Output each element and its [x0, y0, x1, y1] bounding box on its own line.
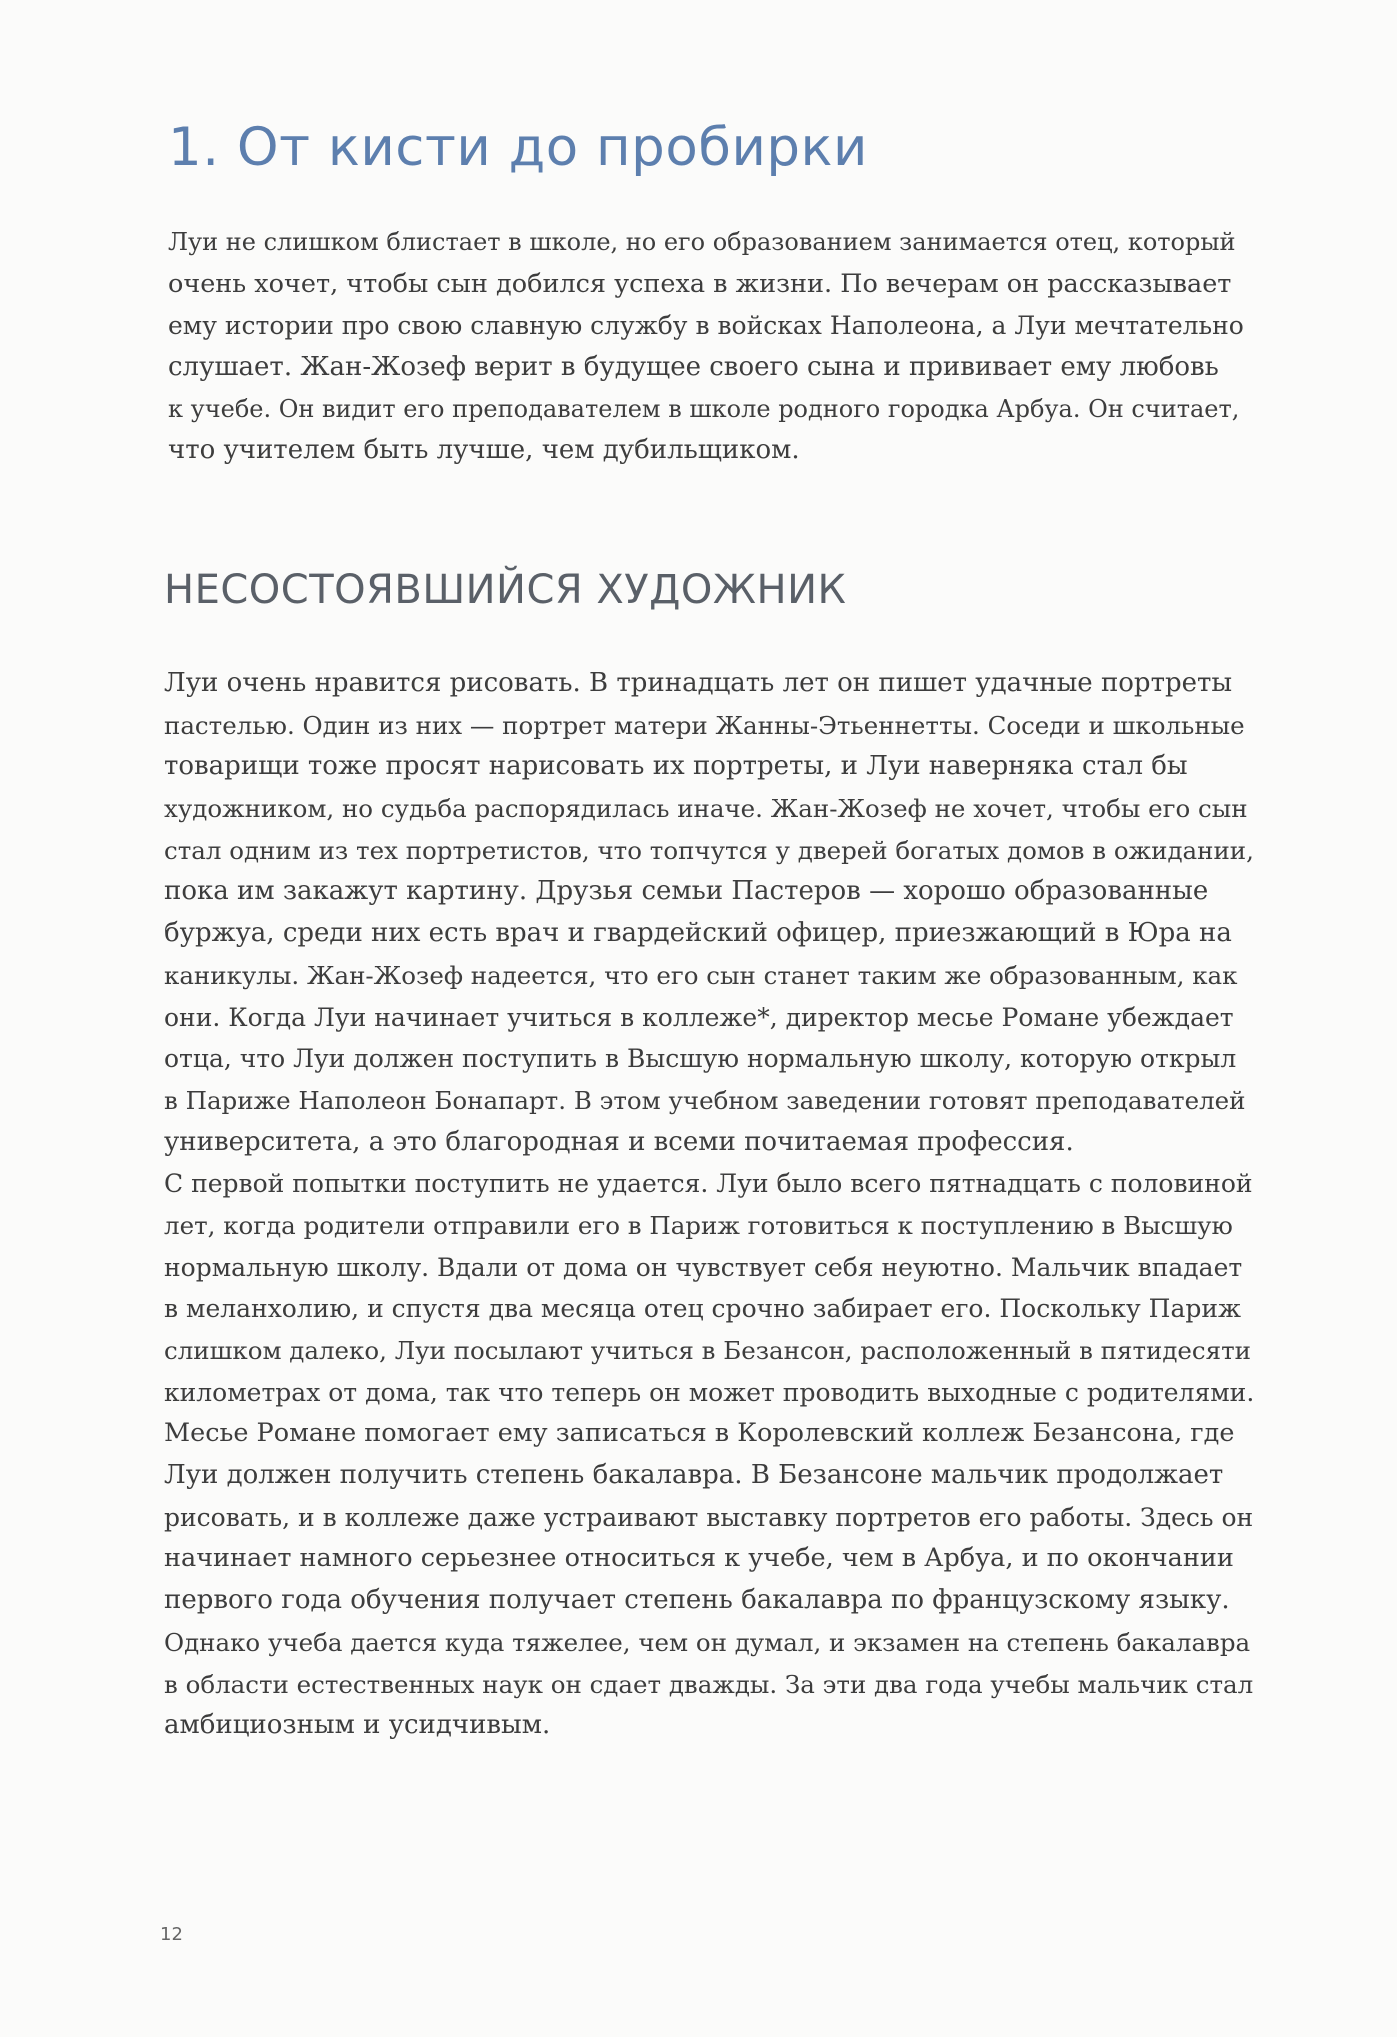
- body-paragraphs: [164, 663, 1254, 1747]
- body-line: рисовать, и в коллеже даже устраивают выставку портретов его работы. Здесь он: [164, 1502, 1254, 1532]
- body-line: амбициозным и усидчивым.: [164, 1710, 551, 1741]
- body-line: отца, что Луи должен поступить в Высшую нормальную школу, которую открыл: [164, 1044, 1237, 1074]
- body-line: Луи должен получить степень бакалавра. В Безансоне мальчик продолжает: [164, 1460, 1224, 1491]
- body-line: Однако учеба дается куда тяжелее, чем он думал, и экзамен на степень бакалавра: [164, 1627, 1251, 1657]
- intro-line: слушает. Жан-Жозеф верит в будущее своего сына и прививает ему любовь: [168, 352, 1219, 383]
- body-line: пока им закажут картину. Друзья семьи Пастеров — хорошо образованные: [164, 876, 1209, 907]
- body-line: нормальную школу. Вдали от дома он чувствует себя неуютно. Мальчик впадает: [164, 1252, 1243, 1282]
- body-line: каникулы. Жан-Жозеф надеется, что его сын станет таким же образованным, как: [164, 960, 1238, 990]
- body-line: буржуа, среди них есть врач и гвардейский офицер, приезжающий в Юра на: [164, 918, 1232, 949]
- body-line: в Париже Наполеон Бонапарт. В этом учебном заведении готовят преподавателей: [164, 1085, 1246, 1115]
- chapter-title: 1. От кисти до пробирки: [168, 117, 868, 178]
- body-line: они. Когда Луи начинает учиться в коллеже*, директор месье Романе убеждает: [164, 1002, 1234, 1032]
- body-line: Луи очень нравится рисовать. В тринадцать лет он пишет удачные портреты: [164, 668, 1233, 698]
- page-number: 12: [160, 1924, 183, 1945]
- intro-line: очень хочет, чтобы сын добился успеха в жизни. По вечерам он рассказывает: [168, 268, 1232, 299]
- intro-line: Луи не слишком блистает в школе, но его образованием занимается отец, который: [168, 228, 1236, 256]
- body-line: лет, когда родители отправили его в Париж готовиться к поступлению в Высшую: [164, 1210, 1233, 1240]
- body-line: пастелью. Один из них — портрет матери Жанны-Этьеннетты. Соседи и школьные: [164, 710, 1245, 740]
- intro-paragraph: [168, 222, 1248, 472]
- body-line: университета, а это благородная и всеми почитаемая профессия.: [164, 1126, 1074, 1157]
- body-line: в области естественных наук он сдает дважды. За эти два года учебы мальчик стал: [164, 1669, 1254, 1699]
- body-line: слишком далеко, Луи посылают учиться в Безансон, расположенный в пятидесяти: [164, 1336, 1251, 1365]
- body-line: художником, но судьба распорядилась иначе. Жан-Жозеф не хочет, чтобы его сын: [164, 794, 1248, 824]
- section-heading: НЕСОСТОЯВШИЙСЯ ХУДОЖНИК: [164, 567, 847, 613]
- body-line: первого года обучения получает степень бакалавра по французскому языку.: [164, 1585, 1230, 1616]
- body-line: начинает намного серьезнее относиться к учебе, чем в Арбуа, и по окончании: [164, 1543, 1234, 1574]
- body-line: товарищи тоже просят нарисовать их портреты, и Луи наверняка стал бы: [164, 751, 1188, 782]
- intro-line: к учебе. Он видит его преподавателем в школе родного городка Арбуа. Он считает,: [168, 394, 1240, 423]
- intro-line: что учителем быть лучше, чем дубильщиком.: [168, 435, 800, 466]
- body-line: С первой попытки поступить не удается. Луи было всего пятнадцать с половиной: [164, 1169, 1253, 1199]
- body-line: стал одним из тех портретистов, что топчутся у дверей богатых домов в ожидании,: [164, 835, 1254, 865]
- body-line: Месье Романе помогает ему записаться в Королевский коллеж Безансона, где: [164, 1418, 1235, 1449]
- intro-line: ему истории про свою славную службу в войсках Наполеона, а Луи мечтательно: [168, 311, 1244, 341]
- body-line: в меланхолию, и спустя два месяца отец срочно забирает его. Поскольку Париж: [164, 1294, 1242, 1324]
- body-line: километрах от дома, так что теперь он может проводить выходные с родителями.: [164, 1377, 1255, 1407]
